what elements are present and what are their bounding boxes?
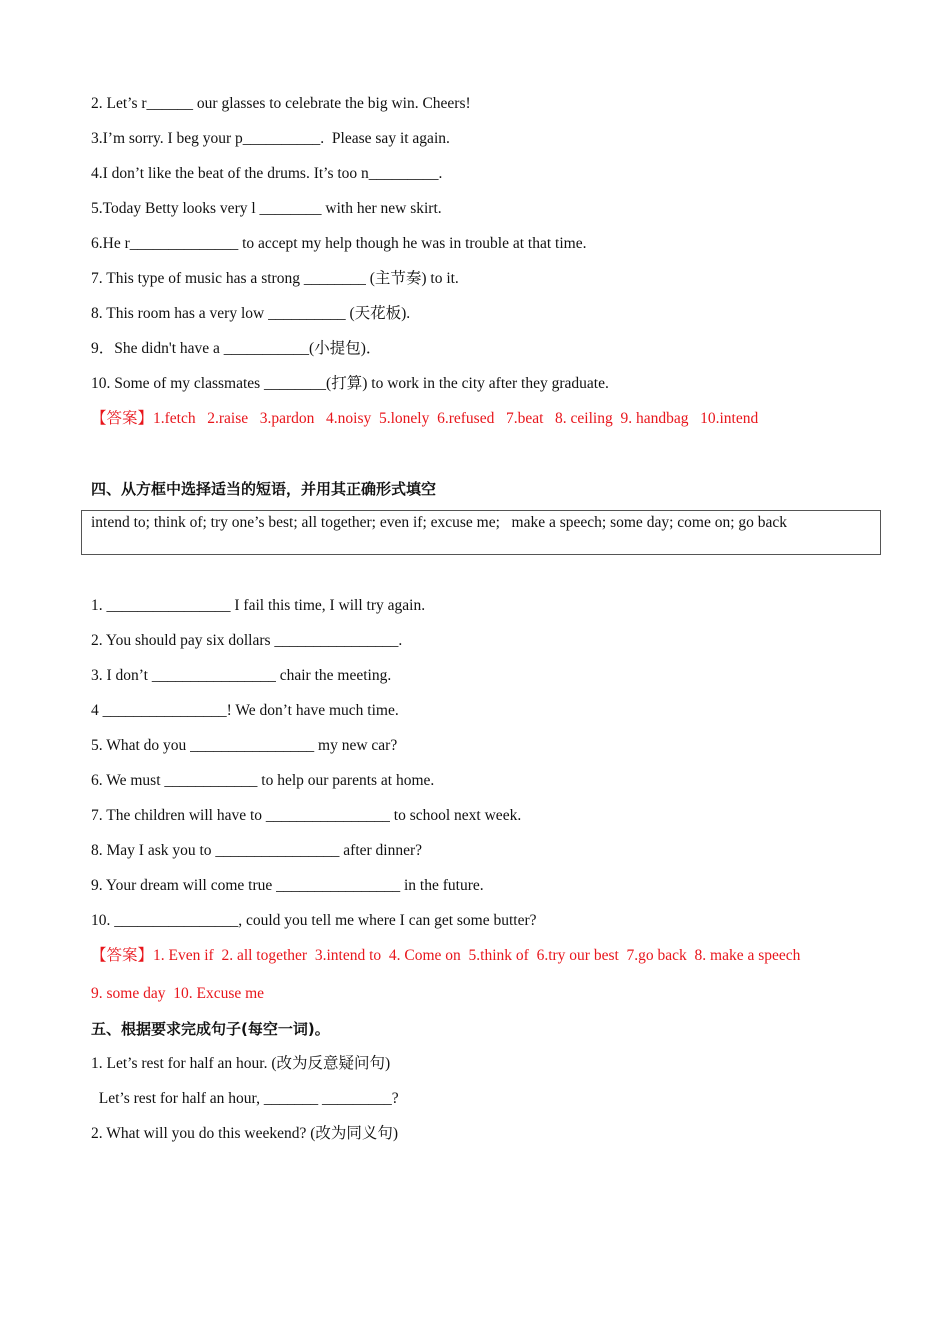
question-item: 2. You should pay six dollars ________________. bbox=[91, 632, 403, 649]
answer-key-continued: 9. some day 10. Excuse me bbox=[91, 985, 265, 1002]
question-item: 5. What do you ________________ my new car? bbox=[91, 737, 398, 754]
question-item: Let’s rest for half an hour, _______ _________? bbox=[91, 1090, 399, 1107]
question-item: 4.I don’t like the beat of the drums. It’s too n_________. bbox=[91, 165, 443, 182]
question-item: 6.He r______________ to accept my help though he was in trouble at that time. bbox=[91, 235, 587, 252]
question-item: 5.Today Betty looks very l ________ with her new skirt. bbox=[91, 200, 442, 217]
question-item: 1. Let’s rest for half an hour. (改为反意疑问句) bbox=[91, 1055, 391, 1072]
question-item: 2. What will you do this weekend? (改为同义句) bbox=[91, 1125, 399, 1142]
question-item: 9. Your dream will come true ________________ in the future. bbox=[91, 877, 484, 894]
question-item: 2. Let’s r______ our glasses to celebrate the big win. Cheers! bbox=[91, 95, 471, 112]
answer-key: 【答案】1.fetch 2.raise 3.pardon 4.noisy 5.lonely 6.refused 7.beat 8. ceiling 9. handbag 10.intend bbox=[91, 410, 759, 427]
question-item: 10. ________________, could you tell me where I can get some butter? bbox=[91, 912, 537, 929]
question-item: 9．She didn't have a ___________(小提包)． bbox=[91, 340, 382, 357]
phrase-box bbox=[81, 510, 881, 555]
question-item: 3. I don’t ________________ chair the meeting. bbox=[91, 667, 392, 684]
question-item: 3.I’m sorry. I beg your p__________. Please say it again. bbox=[91, 130, 450, 147]
question-item: 6. We must ____________ to help our parents at home. bbox=[91, 772, 435, 789]
question-item: 8. May I ask you to ________________ after dinner? bbox=[91, 842, 423, 859]
question-item: 8. This room has a very low __________ (天花板). bbox=[91, 305, 411, 322]
question-item: 7. The children will have to ________________ to school next week. bbox=[91, 807, 522, 824]
section-heading: 四、从方框中选择适当的短语，并用其正确形式填空 bbox=[91, 480, 437, 498]
question-item: 4 ________________! We don’t have much time. bbox=[91, 702, 399, 719]
question-item: 10. Some of my classmates ________(打算) to work in the city after they graduate. bbox=[91, 375, 609, 392]
question-item: 7. This type of music has a strong ________ (主节奏) to it. bbox=[91, 270, 459, 287]
answer-key: 【答案】1. Even if 2. all together 3.intend to 4. Come on 5.think of 6.try our best 7.go back 8. make a speech bbox=[91, 947, 801, 964]
section-heading: 五、根据要求完成句子(每空一词)。 bbox=[91, 1020, 330, 1038]
phrase-list: intend to; think of; try one’s best; all together; even if; excuse me; make a speech; some day; come on; go back bbox=[91, 514, 788, 531]
question-item: 1. ________________ I fail this time, I will try again. bbox=[91, 597, 426, 614]
